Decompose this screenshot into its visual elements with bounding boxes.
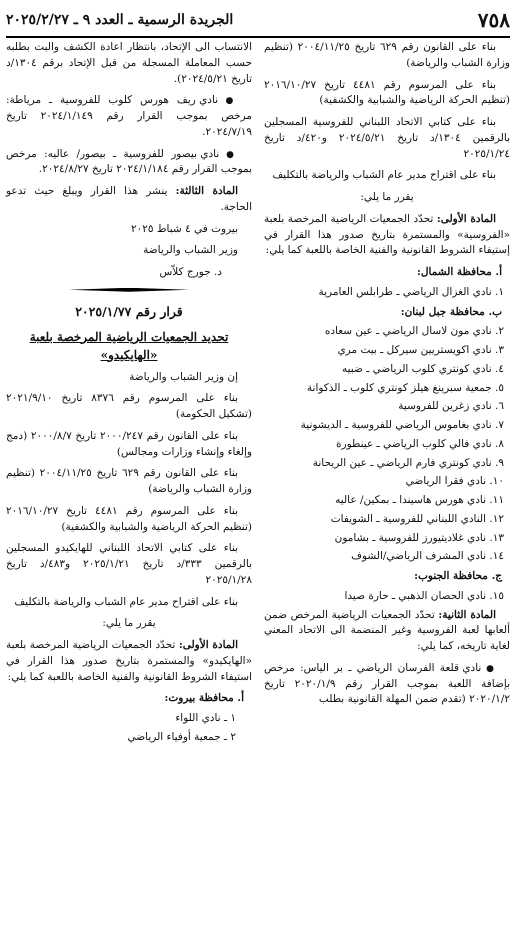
preamble-decree: بناء على المرسوم رقم ٨٣٧٦ تاريخ ٢٠٢١/٩/١٠ (تشكيل الحكومة) [6,392,252,420]
signature-name: د. جورج كلاّس [159,266,222,278]
list-item: ١. نادي الغزال الرياضي ـ طرابلس العامرية [318,285,504,298]
list-item: ٧. نادي بغاموس الرياضي للفروسية ـ الديشونية [300,419,504,431]
list-item: ٣. نادي اكويستريين سيركل ـ بيت مري [337,344,504,356]
preamble-proposal: بناء على اقتراح مدير عام الشباب والرياضة بالتكليف [272,169,496,182]
article-three-text: ينشر هذا القرار ويبلغ حيث تدعو الحاجة. [6,185,252,213]
bullet-item: ● نادي قلعة الفرسان الرياضي ـ بر الياس: مرخص بإضافة اللعبة بموجب القرار رقم ٢٠٢٠/١/٩ تاريخ ٢٠٢٠/١/٢ (تقدم ضمن المهلة القانونية بطلب [264,661,510,708]
article-three-label: المادة الثالثة: [175,185,239,197]
gazette-title: الجريدة الرسمية ـ العدد ٩ ـ ٢٠٢٥/٢/٢٧ [6,12,234,28]
list-item: ١٢. النادي اللبناني للفروسية ـ الشويفات [330,512,504,525]
signature-role: وزير الشباب والرياضة [143,244,238,257]
decides-line: يقرر ما يلي: [102,617,156,630]
section-beirut: أ. محافظة بيروت: [164,692,244,705]
section-north: أ. محافظة الشمال: [416,266,502,278]
article-two-label: المادة الثانية: [438,608,496,621]
list-item: ٢. نادي مون لاسال الرياضي ـ عين سعاده [324,325,504,338]
preamble-proposal: بناء على اقتراح مدير عام الشباب والرياضة بالتكليف [14,595,238,608]
bullet-item: ● نادي بيصور للفروسية ـ بيصور/ عاليه: مرخص بموجب القرار رقم ٢٠٢٤/١/١٨٤ تاريخ ٢٠٢٤/٨/٢٧. [6,147,252,179]
article-one [6,638,252,685]
article-one-label: المادة الأولى: [436,212,496,225]
list-item: ٨. نادي فالي كلوب الرياضي ـ عينطورة [336,437,504,450]
decision-title: قرار رقم ٢٠٢٥/١/٧٧ [75,303,183,319]
article-two [264,608,510,655]
preamble-decree: بناء على المرسوم رقم ٤٤٨١ تاريخ ٢٠١٦/١٠/٢٧ (تنظيم الحركة الرياضية والشبابية والكشفية) [264,78,510,107]
page-header [6,6,510,38]
section-mount-lebanon: ب. محافظة جبل لبنان: [400,305,502,318]
section-divider [69,287,189,293]
bullet-item: ● نادي ريف هورس كلوب للفروسية ـ مرياطة: مرخص بموجب القرار رقم ٢٠٢٤/١/١٤٩ تاريخ ٢٠٢٤/٧/١٩. [6,93,252,140]
list-item: ٤. نادي كونتري كلوب الرياضي ـ ضبيه [342,362,504,375]
page-number: ٧٥٨ [477,8,510,32]
article-one-text: تحدّد الجمعيات الرياضية المرخصة بلعبة «الفروسية» والمستمرة بتاريخ صدور هذا القرار في إستيفاء الشروط القانونية والفنية الخاصة باللعبة كما يلي: [264,212,510,257]
article-one-text: تحدّد الجمعيات الرياضية المرخصة بلعبة «الهايكيدو» والمستمرة بتاريخ صدور هذا القرار في استيفاء الشروط القانونية والفنية الخاصة باللعبة كما يلي: [6,639,252,683]
continued-text: الانتساب الى الإتحاد، بانتظار اعادة الكشف والبت بطلبه حسب المعاملة المسجلة من قبل الإتحاد برقم ١٣٠٤/د تاريخ ٢٠٢٤/٥/٢١). [6,41,252,85]
list-item: ١ ـ نادي اللواء [175,712,236,724]
two-column-body [6,40,510,926]
left-column [6,40,252,926]
list-item: ٩. نادي كونتري فارم الرياضي ـ عين الريحانة [312,456,504,469]
preamble-law: بناء على القانون رقم ٢٠٠٠/٢٤٧ تاريخ ٢٠٠٠/٨/٧ (دمج وإلغاء وإنشاء وزارات ومجالس) [6,429,252,458]
preamble-decree: بناء على المرسوم رقم ٤٤٨١ تاريخ ٢٠١٦/١٠/٢٧ (تنظيم الحركة الرياضية والشبابية والكشفية) [6,504,252,533]
list-item: ٢ ـ جمعية أوفياء الرياضي [127,730,236,743]
article-one [264,212,510,259]
list-item: ٦. نادي زغرين للفروسية [398,400,504,413]
preamble-law: بناء على القانون رقم ٦٢٩ تاريخ ٢٠٠٤/١١/٢٥ (تنظيم وزارة الشباب والرياضة) [264,41,510,69]
right-column [264,40,510,926]
signature-place-date: بيروت في ٤ شباط ٢٠٢٥ [130,222,238,235]
list-item: ٥. جمعية سبرينغ هيلز كونتري كلوب ـ الذكوانة [306,381,504,394]
decides-line: يقرر ما يلي: [360,191,414,203]
article-three [6,184,252,216]
article-one-label: المادة الأولى: [178,639,238,651]
minister-line: إن وزير الشباب والرياضة [129,370,238,383]
preamble-law: بناء على القانون رقم ٦٢٩ تاريخ ٢٠٠٤/١١/٢٥ (تنظيم وزارة الشباب والرياضة) [6,467,252,495]
list-item: ١٥. نادي الحصان الذهبي ـ حارة صيدا [344,589,504,602]
preamble-letters: بناء على كتابي الاتحاد اللبناني للهايكيدو المسجلين بالرقمين ٣٣٣/د تاريخ ٢٠٢٥/١/٢١ و٤٨٣/د تاريخ ٢٠٢٥/١/٢٨ [6,542,252,586]
list-item: ١٣. نادي غلاديتيورز للفروسية ـ بشامون [334,531,504,544]
decision-subject: تحديد الجمعيات الرياضية المرخصة بلعبة «الهايكيدو» [29,329,229,362]
list-item: ١١. نادي هورس هاسيندا ـ بمكين/ عاليه [335,494,504,506]
article-two-text: تحدّد الجمعيات الرياضية المرخص ضمن ألعابها لعبة الفروسية وغير المنضمة الى الاتحاد المعني لغاية تاريخه، كما يلي: [264,608,510,652]
section-south: ج. محافظة الجنوب: [414,570,502,582]
list-item: ١٠. نادي فقرا الرياضي [405,475,504,488]
list-item: ١٤. نادي المشرف الرياضي/الشوف [351,550,504,563]
preamble-letters: بناء على كتابي الاتحاد اللبناني للفروسية المسجلين بالرقمين ١٣٠٤/د تاريخ ٢٠٢٤/٥/٢١ و٤٢٠/د تاريخ ٢٠٢٥/١/٢٤ [264,116,511,160]
